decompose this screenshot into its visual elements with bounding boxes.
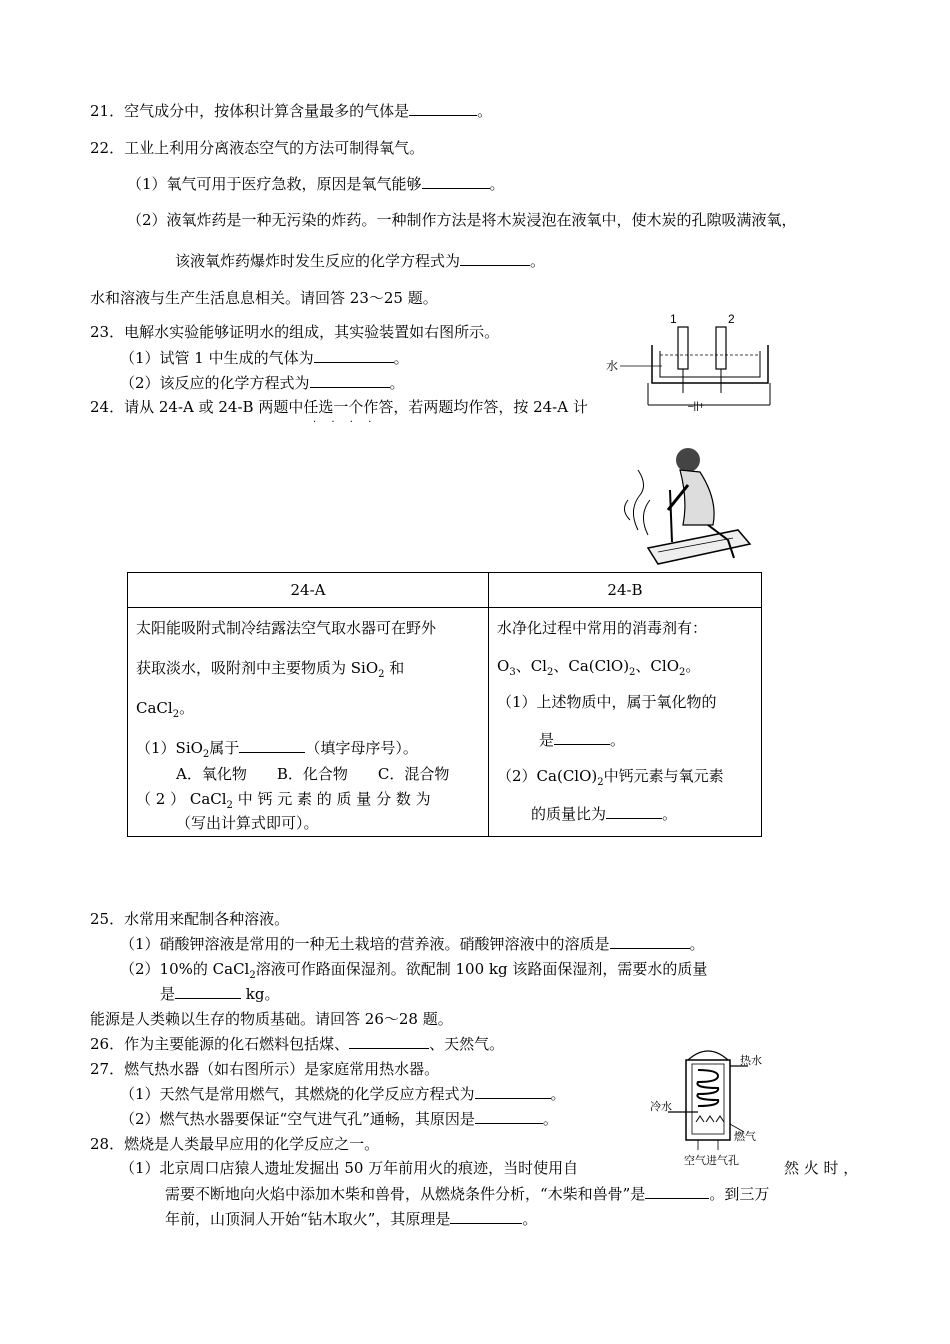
q24a-line3: CaCl$_2$。 [136, 699, 195, 720]
q27-stem: 27．燃气热水器（如右图所示）是家庭常用热水器。 [90, 1060, 440, 1078]
water-label: 水 [606, 359, 619, 373]
q24-a-cell [128, 608, 489, 837]
answer-blank[interactable] [409, 101, 477, 116]
q24-col-b-header: 24-B [489, 573, 762, 608]
answer-blank[interactable] [610, 934, 690, 949]
answer-blank[interactable] [460, 251, 530, 266]
q24a-part2: （ 2 ） CaCl$_2$ 中 钙 元 素 的 质 量 分 数 为 [136, 790, 431, 811]
answer-blank[interactable] [314, 348, 394, 363]
answer-blank[interactable] [422, 174, 490, 189]
q22-part1: （1）氧气可用于医疗急救，原因是氧气能够 。 [127, 175, 505, 193]
answer-blank[interactable] [475, 1084, 551, 1099]
emphasis-dots: . . . . [313, 414, 378, 425]
intro-26-28: 能源是人类赖以生存的物质基础。请回答 26～28 题。 [90, 1010, 453, 1028]
q24a-part2-cont: （写出计算式即可）。 [176, 814, 319, 832]
q24-b-cell [489, 608, 762, 837]
tube-2-label: 2 [728, 312, 735, 326]
q24-table [127, 572, 762, 837]
q24-stem: 24．请从 24-A 或 24-B 两题中任选一个作答，若两题均作答，按 24-A 计 [90, 398, 588, 416]
q27-part1: （1）天然气是常用燃气，其燃烧的化学反应方程式为 。 [120, 1085, 566, 1103]
cold-water-label: 冷水 [650, 1100, 672, 1113]
q26: 26．作为主要能源的化石燃料包括煤、 、天然气。 [90, 1035, 505, 1053]
q24b-part1: （1）上述物质中，属于氧化物的 [497, 693, 717, 711]
tube-1-label: 1 [670, 312, 677, 326]
q28-part1: （1）北京周口店猿人遗址发掘出 50 万年前用火的痕迹，当时使用自 [120, 1159, 579, 1177]
q28-part1-cont: 需要不断地向火焰中添加木柴和兽骨，从燃烧条件分析，“木柴和兽骨”是 。到三万 [165, 1185, 770, 1203]
answer-blank[interactable] [450, 1209, 522, 1224]
q24-col-a-header: 24-A [128, 573, 489, 608]
air-intake-label: 空气进气孔 [684, 1154, 739, 1167]
battery-symbol: –||+ [688, 401, 705, 412]
answer-blank[interactable] [175, 984, 241, 999]
gas-label: 燃气 [734, 1130, 756, 1143]
q24b-part2-cont: 的质量比为 。 [531, 805, 678, 823]
q28-part1-cont2: 年前，山顶洞人开始“钻木取火”，其原理是 。 [165, 1210, 538, 1228]
answer-blank[interactable] [239, 738, 305, 753]
gas-water-heater-figure [648, 1040, 778, 1170]
q24a-options: A．氧化物 B．化合物 C．混合物 [176, 765, 450, 783]
q24b-line1: 水净化过程中常用的消毒剂有： [497, 619, 708, 637]
q24b-part2: $(2)Ca(ClO)_2$中钙元素与氧元素 [497, 767, 724, 788]
q24b-part1-cont: 是 。 [539, 731, 626, 749]
answer-blank[interactable] [645, 1184, 709, 1199]
q24a-part1: （1）SiO$_2$属于 （填字母序号）。 [136, 739, 418, 760]
q25-part2-cont: 是 kg。 [160, 985, 280, 1003]
q22-part2: （2）液氧炸药是一种无污染的炸药。一种制作方法是将木炭浸泡在液氧中，使木炭的孔隙吸满液氧， [127, 211, 797, 229]
q23-part2: （2）该反应的化学方程式为 。 [120, 374, 405, 392]
q24b-line2: $O_3$、$Cl_2$、$Ca(ClO)_2$、ClO$_2$。 [497, 657, 701, 678]
q27-part2: （2）燃气热水器要保证“空气进气孔”通畅，其原因是 。 [120, 1110, 558, 1128]
q22-part2-cont: 该液氧炸药爆炸时发生反应的化学方程式为 。 [175, 252, 546, 270]
q24a-line1: 太阳能吸附式制冷结露法空气取水器可在野外 [136, 619, 437, 637]
q25-stem: 25．水常用来配制各种溶液。 [90, 910, 290, 928]
q24a-line2: 获取淡水，吸附剂中主要物质为 SiO$_2$ 和 [136, 659, 405, 680]
answer-blank[interactable] [310, 373, 390, 388]
q25-part2: （2）10%的 CaCl$_2$溶液可作路面保湿剂。欲配制 100 kg 该路面保湿剂，需要水的质量 [120, 960, 708, 981]
answer-blank[interactable] [554, 730, 610, 745]
electrolysis-apparatus-figure [600, 305, 780, 415]
q22-stem: 22．工业上利用分离液态空气的方法可制得氧气。 [90, 139, 425, 157]
answer-blank[interactable] [349, 1034, 429, 1049]
q23-stem: 23．电解水实验能够证明水的组成，其实验装置如右图所示。 [90, 323, 500, 341]
drill-fire-figure [618, 440, 758, 570]
q28-stem: 28．燃烧是人类最早应用的化学反应之一。 [90, 1135, 380, 1153]
answer-blank[interactable] [475, 1109, 543, 1124]
intro-23-25: 水和溶液与生产生活息息相关。请回答 23～25 题。 [90, 289, 438, 307]
hot-water-label: 热水 [740, 1054, 762, 1067]
q23-part1: （1）试管 1 中生成的气体为 。 [120, 349, 409, 367]
q21: 21．空气成分中，按体积计算含量最多的气体是 。 [90, 102, 493, 120]
q25-part1: （1）硝酸钾溶液是常用的一种无土栽培的营养液。硝酸钾溶液中的溶质是 。 [120, 935, 705, 953]
answer-blank[interactable] [606, 804, 662, 819]
q28-part1-tail: 然 火 时 ， [784, 1159, 859, 1177]
